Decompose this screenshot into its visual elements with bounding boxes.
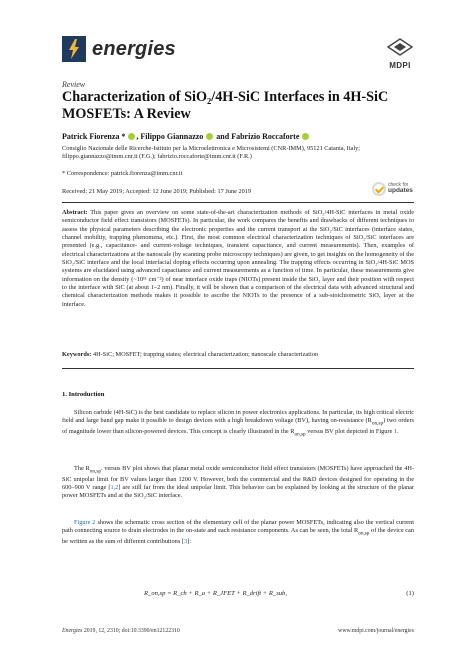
orcid-icon[interactable] xyxy=(206,133,213,140)
citation-link[interactable]: 1,2 xyxy=(110,483,119,491)
article-type: Review xyxy=(62,80,86,89)
check-updates-icon xyxy=(372,182,386,196)
mdpi-logo[interactable] xyxy=(386,38,414,70)
publication-dates: Received: 21 May 2019; Accepted: 12 June 2019; Published: 17 June 2019 xyxy=(62,188,252,195)
author-giannazzo[interactable]: Filippo Giannazzo xyxy=(140,132,204,141)
equation-1 xyxy=(62,590,414,602)
paper-title: Characterization of SiO₂/4H-SiC Interfaces in 4H-SiC MOSFETs: A Review xyxy=(62,89,389,122)
publisher-name: MDPI xyxy=(389,61,411,70)
divider xyxy=(62,202,414,203)
abstract xyxy=(62,209,414,309)
check-updates-text: check for updates xyxy=(388,182,413,194)
paragraph-2: The $R_{on,sp}$. versus BV plot shows that planar metal oxide semiconductor field effect transistors (MOSFETs) have approached the 4H-SiC unipolar limit for BV values larger than 1200 V. However, both the commercial and the R&D devices designed for operating in the 600–900 V range [1,2] are still far from the ideal unipolar limit. This behavior can be explained by looking at the structure of the planar power MOSFETs and at the SiO₂/SiC interface. xyxy=(62,465,414,500)
keywords xyxy=(62,351,414,358)
author-separator: and xyxy=(214,132,232,141)
section-heading: 1. Introduction xyxy=(62,391,105,398)
equation-number: (1) xyxy=(406,590,414,597)
journal-header xyxy=(62,36,414,70)
orcid-icon[interactable] xyxy=(128,133,135,140)
figure-link[interactable]: Figure 2 xyxy=(74,519,96,526)
equation-body: R_on,sp = R_ch + R_a + R_JFET + R_drift + R_sub, xyxy=(144,590,288,597)
divider xyxy=(62,368,414,369)
keywords-text: 4H-SiC; MOSFET; trapping states; electrical characterization; nanoscale characterization xyxy=(91,351,318,358)
footer-url[interactable]: www.mdpi.com/journal/energies xyxy=(338,628,414,634)
author-list xyxy=(62,132,310,141)
abstract-label: Abstract: xyxy=(62,209,88,216)
figure-link[interactable]: 1 xyxy=(393,427,398,435)
paragraph-1: Silicon carbide (4H-SiC) is the best candidate to replace silicon in power electronics applications. In particular, its high critical electric field and large band gap make it possible to design devices with a high breakdown voltage (BV), having on-resistance $(R_{on,sp})$ two orders of magnitude lower than silicon-powered devices. This concept is clearly illustrated in the $R_{on,sp}$ versus BV plot depicted in Figure 1. xyxy=(62,409,414,438)
abstract-text: This paper gives an overview on some state-of-the-art characterization methods of SiO₂/4H-SiC interfaces in metal oxide semiconductor field effect transistors (MOSFETs). In particular, the work compares the benefits and drawbacks of different techniques to assess the physical parameters describing the electronic properties and the current transport at the SiO₂/SiC interfaces (interface states, channel mobility, trapping phenomena, etc.). First, the most common electrical characterization techniques of SiO₂/SiC interfaces are presented (e.g., capacitance- and current-voltage techniques, transient capacitance, and current measurements). Then, examples of electrical characterizations at the nanoscale (by scanning probe microscopy techniques) are given, to get insights on the homogeneity of the SiO₂/SiC interface and the local interfacial doping effects occurring upon annealing. The trapping effects occurring in SiO₂/4H-SiC MOS systems are elucidated using advanced capacitance and current measurements as a function of time. In particular, these measurements give information on the density (~10¹¹ cm⁻²) of near interface oxide traps (NIOTs) present inside the SiO₂ layer and their position with respect to the interface with SiC (at about 1–2 nm). Finally, it will be shown that a comparison of the electrical data with advanced structural and chemical characterization methods makes it possible to ascribe the NIOTs to the presence of a sub-stoichiometric SiOₓ layer at the interface. xyxy=(62,209,414,308)
footer-citation: Energies 2019, 12, 2310; doi:10.3390/en12122310 xyxy=(62,628,180,634)
author-roccaforte[interactable]: Fabrizio Roccaforte xyxy=(231,132,300,141)
mdpi-diamond-icon xyxy=(386,38,414,56)
check-for-updates-badge[interactable] xyxy=(372,180,416,200)
author-fiorenza[interactable]: Patrick Fiorenza * xyxy=(62,132,126,141)
correspondence: * Correspondence: patrick.fiorenza@imm.cnr.it xyxy=(62,170,183,177)
author-separator: , xyxy=(136,132,141,141)
orcid-icon[interactable] xyxy=(302,133,309,140)
journal-name[interactable]: energies xyxy=(92,38,176,60)
affiliation: Consiglio Nazionale delle Ricerche-Istituto per la Microelettronica e Microsistemi (CNR-IMM), 95121 Catania, Italy; filippo.giannazzo@imm.cnr.it (F.G.); fabrizio.roccaforte@imm.cnr.it (F.R.) xyxy=(62,145,360,161)
paragraph-3: Figure 2 shows the schematic cross section of the elementary cell of the planar power MOSFETs, indicating also the vertical current path connecting source to drain electrodes in the on-state and each resistance components. As can be seen, the total $R_{on,sp}$ of the device can be written as the sum of different contributions [3]: xyxy=(62,519,415,545)
keywords-label: Keywords: xyxy=(62,351,92,358)
citation-link[interactable]: 3 xyxy=(183,537,188,545)
lightning-bolt-icon xyxy=(62,36,86,62)
